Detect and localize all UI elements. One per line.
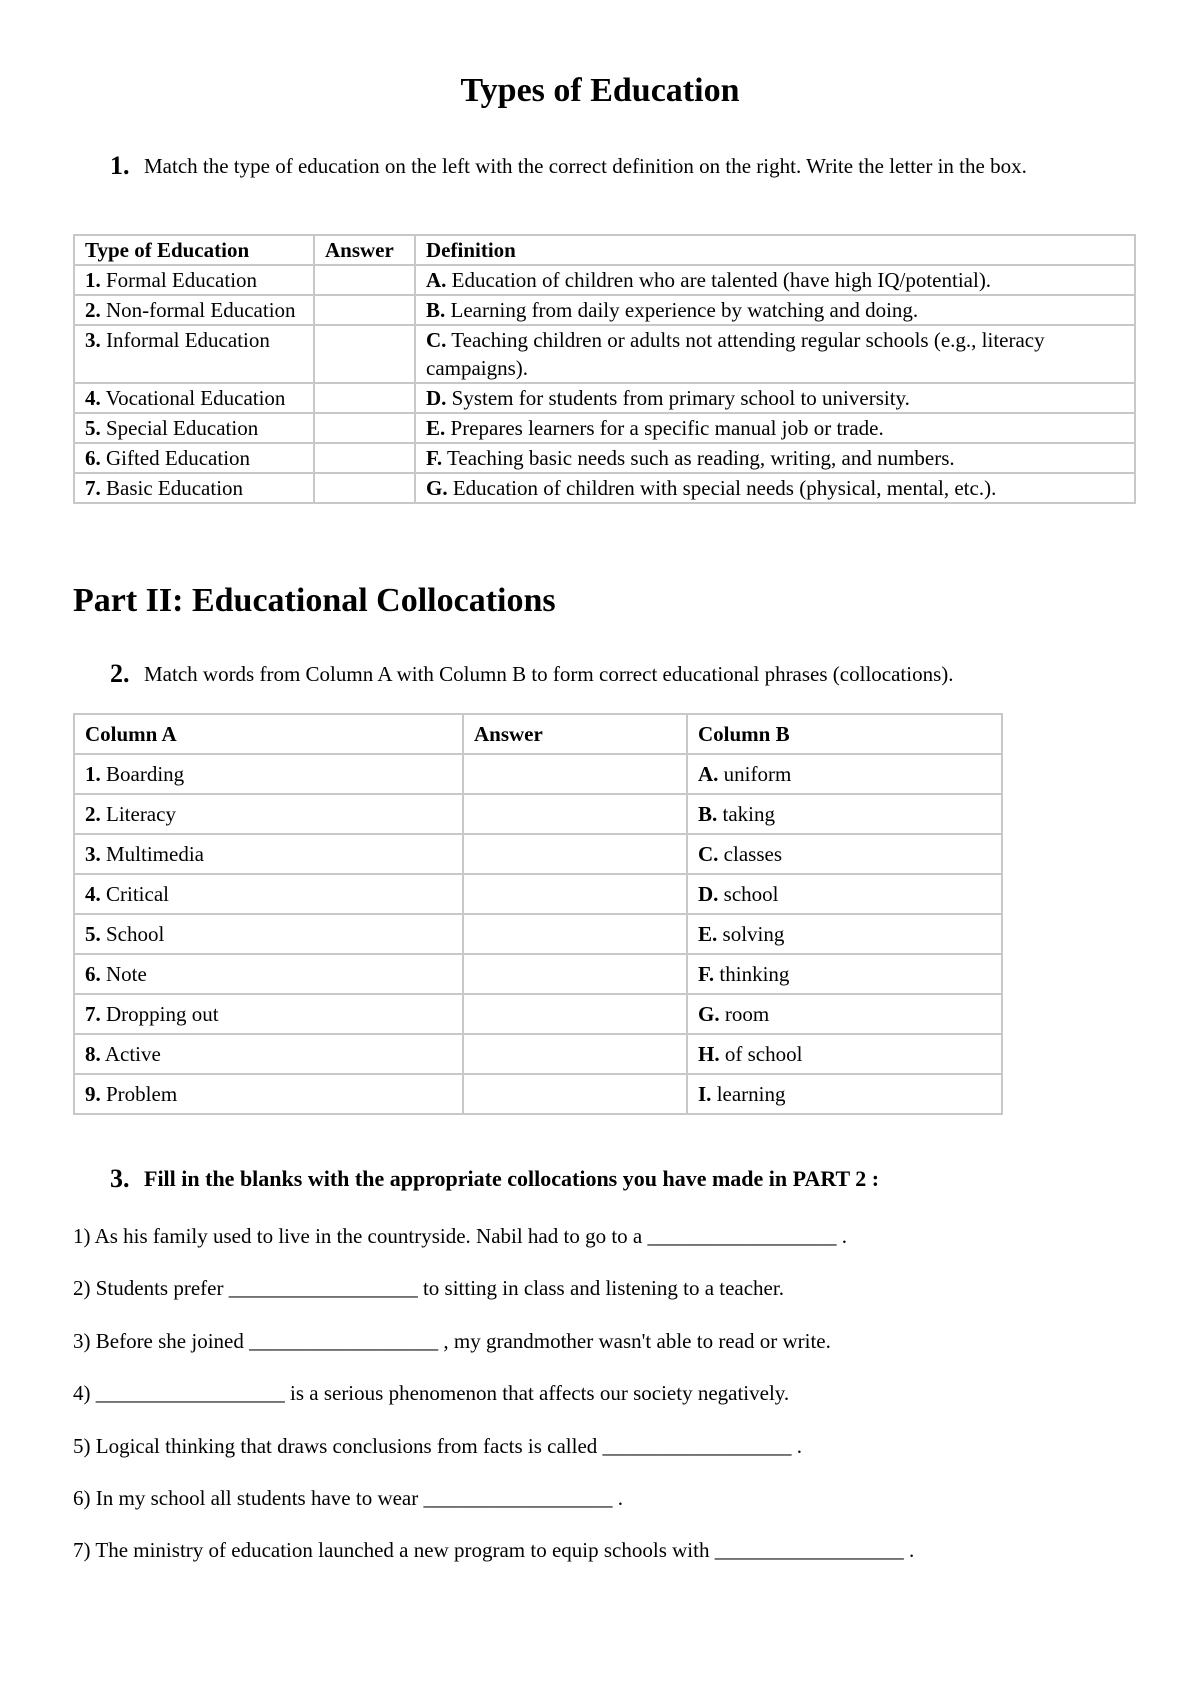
type-label: Vocational Education: [100, 386, 286, 410]
column-b-letter: A.: [698, 762, 719, 786]
definition-letter: E.: [426, 416, 446, 440]
column-b-letter: B.: [698, 802, 718, 826]
fill-in-sentence: 6) In my school all students have to wear __________________ .: [73, 1485, 623, 1510]
type-label: Basic Education: [100, 476, 244, 500]
definition-letter: F.: [426, 446, 443, 470]
definition-text: Education of children with special needs (physical, mental, etc.).: [447, 476, 997, 500]
column-b-word: uniform: [718, 762, 792, 786]
definition-letter: A.: [426, 268, 447, 292]
type-cell: [74, 413, 314, 443]
question-1-number: 1.: [110, 151, 130, 180]
definition-text: Teaching basic needs such as reading, writing, and numbers.: [442, 446, 955, 470]
column-a-cell: [74, 1074, 463, 1114]
type-label: Non-formal Education: [100, 298, 296, 322]
column-b-letter: C.: [698, 842, 719, 866]
column-b-letter: G.: [698, 1002, 720, 1026]
answer-box[interactable]: [314, 413, 415, 443]
column-a-word: Problem: [100, 1082, 178, 1106]
column-b-word: room: [719, 1002, 770, 1026]
definition-cell: [415, 265, 1135, 295]
type-cell: [74, 265, 314, 295]
answer-box[interactable]: [463, 1074, 687, 1114]
column-a-number: 3.: [85, 842, 101, 866]
column-a-number: 1.: [85, 762, 101, 786]
column-a-number: 5.: [85, 922, 101, 946]
type-number: 6.: [85, 446, 101, 470]
type-number: 3.: [85, 328, 101, 352]
column-b-letter: H.: [698, 1042, 720, 1066]
header-column-b: Column B: [687, 714, 1002, 754]
column-b-cell: [687, 874, 1002, 914]
fill-in-sentence: 4) __________________ is a serious phenomenon that affects our society negatively.: [73, 1381, 790, 1406]
column-b-cell: [687, 954, 1002, 994]
column-a-word: Active: [100, 1042, 161, 1066]
column-a-word: Note: [100, 962, 147, 986]
type-number: 1.: [85, 268, 101, 292]
table-row: [74, 794, 1002, 834]
type-number: 5.: [85, 416, 101, 440]
header-column-a: Column A: [74, 714, 463, 754]
definition-cell: [415, 473, 1135, 503]
column-a-number: 4.: [85, 882, 101, 906]
column-a-cell: [74, 794, 463, 834]
column-a-number: 6.: [85, 962, 101, 986]
definition-text: Learning from daily experience by watching and doing.: [445, 298, 919, 322]
column-a-cell: [74, 914, 463, 954]
header-definition: Definition: [415, 235, 1135, 265]
question-2-number: 2.: [110, 659, 130, 688]
column-a-cell: [74, 834, 463, 874]
type-cell: [74, 443, 314, 473]
type-number: 2.: [85, 298, 101, 322]
answer-box[interactable]: [463, 914, 687, 954]
table-row: [74, 1074, 1002, 1114]
column-b-cell: [687, 794, 1002, 834]
table-row: [74, 834, 1002, 874]
table-row: [74, 754, 1002, 794]
question-2-text: Match words from Column A with Column B to form correct educational phrases (collocations).: [144, 662, 954, 686]
column-a-number: 8.: [85, 1042, 101, 1066]
type-cell: [74, 325, 314, 383]
definition-cell: [415, 443, 1135, 473]
column-a-cell: [74, 1034, 463, 1074]
header-type-of-education: Type of Education: [74, 235, 314, 265]
table-row: [74, 383, 1135, 413]
table-row: [74, 914, 1002, 954]
type-label: Formal Education: [100, 268, 258, 292]
column-a-number: 9.: [85, 1082, 101, 1106]
column-b-word: solving: [717, 922, 785, 946]
column-b-letter: E.: [698, 922, 718, 946]
definition-letter: D.: [426, 386, 447, 410]
fill-in-sentence: 3) Before she joined __________________ , my grandmother wasn't able to read or write.: [73, 1328, 831, 1353]
table-row: [74, 265, 1135, 295]
table-row: [74, 994, 1002, 1034]
type-cell: [74, 295, 314, 325]
column-a-cell: [74, 994, 463, 1034]
column-a-word: Critical: [100, 882, 169, 906]
column-a-cell: [74, 874, 463, 914]
column-b-cell: [687, 754, 1002, 794]
table-row: [74, 413, 1135, 443]
answer-box[interactable]: [463, 754, 687, 794]
header-answer: Answer: [463, 714, 687, 754]
type-label: Informal Education: [100, 328, 270, 352]
column-a-number: 7.: [85, 1002, 101, 1026]
answer-box[interactable]: [463, 834, 687, 874]
column-b-letter: D.: [698, 882, 719, 906]
definition-cell: [415, 295, 1135, 325]
answer-box[interactable]: [314, 443, 415, 473]
column-b-word: learning: [711, 1082, 786, 1106]
answer-box[interactable]: [463, 794, 687, 834]
answer-box[interactable]: [314, 265, 415, 295]
column-b-word: of school: [719, 1042, 803, 1066]
answer-box[interactable]: [314, 383, 415, 413]
table-row: [74, 954, 1002, 994]
table-row: [74, 473, 1135, 503]
answer-box[interactable]: [463, 954, 687, 994]
type-number: 4.: [85, 386, 101, 410]
answer-box[interactable]: [314, 473, 415, 503]
fill-in-sentence: 1) As his family used to live in the countryside. Nabil had to go to a __________________ .: [73, 1224, 847, 1248]
column-b-cell: [687, 1074, 1002, 1114]
table-row: [74, 874, 1002, 914]
table-row: [74, 325, 1135, 383]
part-2-heading: Part II: Educational Collocations: [73, 582, 556, 619]
page-title: Types of Education: [460, 72, 740, 109]
fill-in-sentence: 7) The ministry of education launched a new program to equip schools with __________________ .: [73, 1538, 915, 1563]
column-a-number: 2.: [85, 802, 101, 826]
answer-box[interactable]: [463, 994, 687, 1034]
column-a-word: Multimedia: [100, 842, 204, 866]
question-3-text: Fill in the blanks with the appropriate collocations you have made in PART 2 :: [144, 1166, 880, 1191]
column-a-word: Literacy: [100, 802, 176, 826]
definition-letter: G.: [426, 476, 448, 500]
table-row: [74, 443, 1135, 473]
definition-text: System for students from primary school to university.: [446, 386, 910, 410]
definition-cell: [415, 413, 1135, 443]
column-b-cell: [687, 914, 1002, 954]
table-header-row: [74, 714, 1002, 754]
table-row: [74, 295, 1135, 325]
column-b-word: thinking: [714, 962, 790, 986]
column-b-word: school: [718, 882, 779, 906]
definition-letter: C.: [426, 328, 447, 352]
fill-in-sentence: 2) Students prefer __________________ to sitting in class and listening to a teacher.: [73, 1276, 784, 1301]
fill-in-blanks-list: [73, 1222, 1153, 1589]
column-a-word: Boarding: [100, 762, 185, 786]
type-label: Special Education: [100, 416, 259, 440]
definition-cell: [415, 383, 1135, 413]
question-3-number: 3.: [110, 1164, 130, 1193]
question-1: [110, 152, 1140, 180]
definition-letter: B.: [426, 298, 446, 322]
definition-cell: [415, 325, 1135, 383]
column-a-cell: [74, 754, 463, 794]
column-b-word: taking: [717, 802, 776, 826]
type-cell: [74, 473, 314, 503]
definition-text: Teaching children or adults not attending regular schools (e.g., literacy campaigns).: [426, 328, 1045, 380]
table-header-row: [74, 235, 1135, 265]
question-1-text: Match the type of education on the left with the correct definition on the right. Write the letter in the box.: [144, 154, 1027, 178]
answer-box[interactable]: [314, 295, 415, 325]
column-b-cell: [687, 1034, 1002, 1074]
collocations-table: [73, 713, 1003, 1115]
type-number: 7.: [85, 476, 101, 500]
column-b-cell: [687, 834, 1002, 874]
column-a-cell: [74, 954, 463, 994]
column-a-word: Dropping out: [100, 1002, 219, 1026]
column-b-cell: [687, 994, 1002, 1034]
question-3: [110, 1165, 1160, 1193]
type-label: Gifted Education: [100, 446, 251, 470]
definition-text: Prepares learners for a specific manual job or trade.: [445, 416, 884, 440]
type-cell: [74, 383, 314, 413]
column-b-letter: F.: [698, 962, 715, 986]
question-2: [110, 660, 1140, 688]
header-answer: Answer: [314, 235, 415, 265]
definition-text: Education of children who are talented (have high IQ/potential).: [446, 268, 992, 292]
answer-box[interactable]: [463, 874, 687, 914]
column-a-word: School: [100, 922, 165, 946]
answer-box[interactable]: [463, 1034, 687, 1074]
column-b-letter: I.: [698, 1082, 712, 1106]
column-b-word: classes: [718, 842, 782, 866]
types-of-education-table: [73, 234, 1136, 504]
fill-in-sentence: 5) Logical thinking that draws conclusions from facts is called __________________ .: [73, 1433, 803, 1458]
answer-box[interactable]: [314, 325, 415, 383]
table-row: [74, 1034, 1002, 1074]
